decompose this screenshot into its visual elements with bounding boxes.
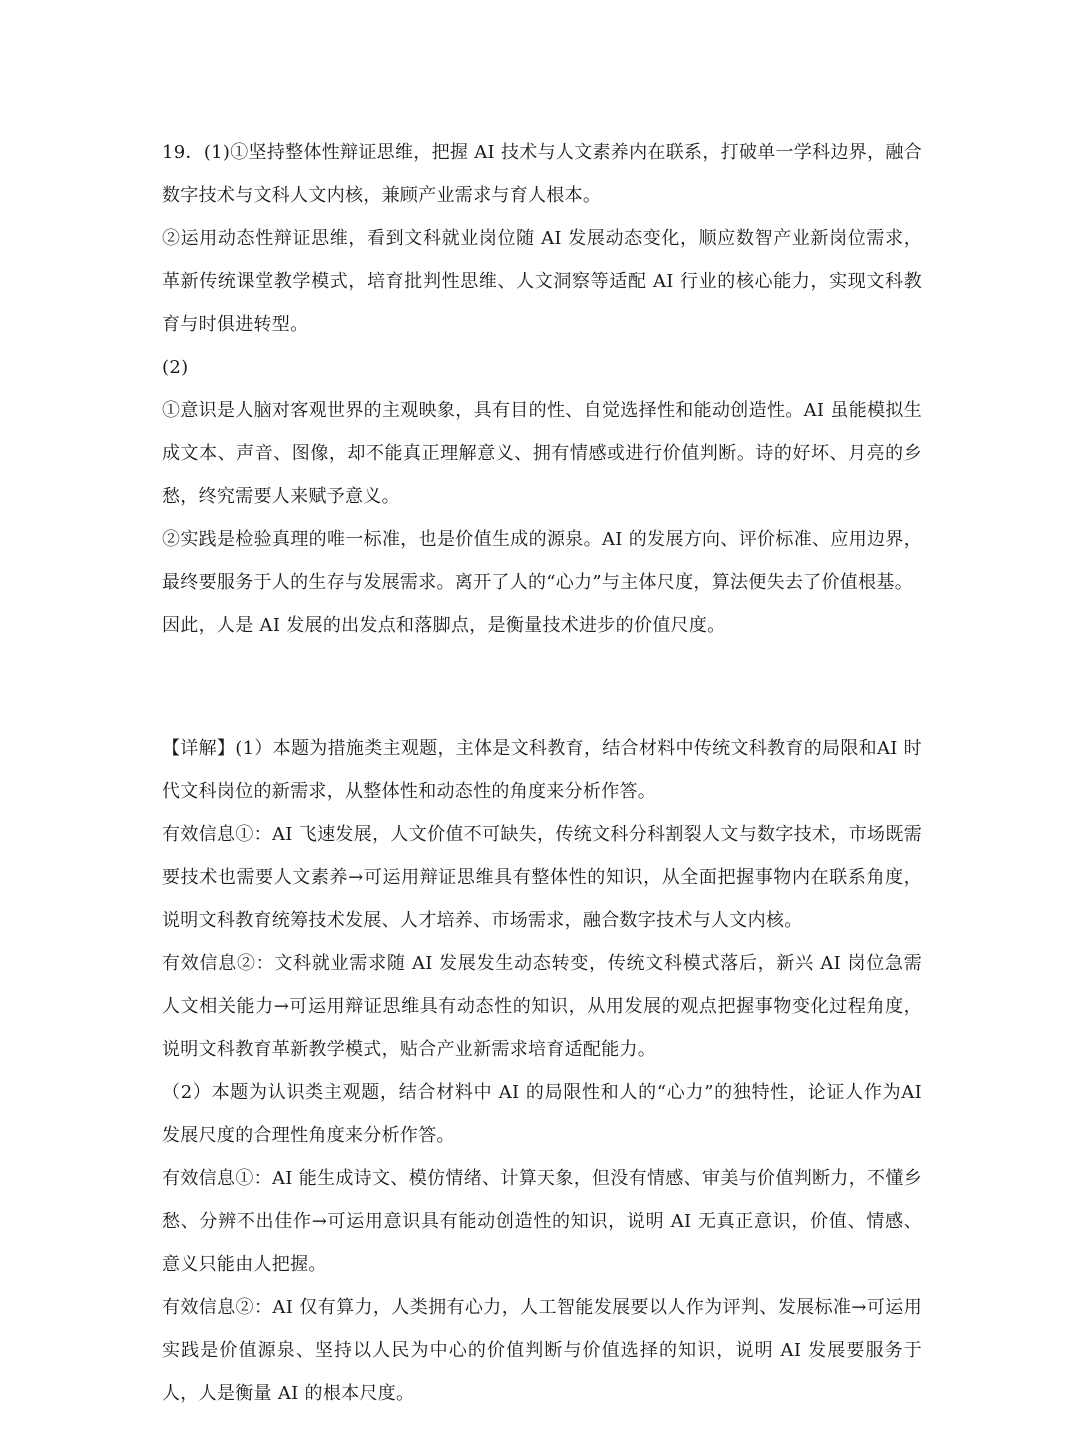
detail-paragraph-6: 有效信息②：AI 仅有算力，人类拥有心力，人工智能发展要以人作为评判、发展标准→可运用实践是价值源泉、坚持以人民为中心的价值判断与价值选择的知识，说明 AI 发展要服务于人，人是衡量 AI 的根本尺度。 (162, 1297, 922, 1404)
answer-conclusion: 因此，人是 AI 发展的出发点和落脚点，是衡量技术进步的价值尺度。 (162, 615, 726, 636)
answer-paragraph-1: 19．(1)①坚持整体性辩证思维，把握 AI 技术与人文素养内在联系，打破单一学科边界，融合数字技术与文科人文内核，兼顾产业需求与育人根本。 (162, 142, 922, 206)
detail-paragraph-1: 【详解】(1）本题为措施类主观题，主体是文科教育，结合材料中传统文科教育的局限和AI 时代文科岗位的新需求，从整体性和动态性的角度来分析作答。 (162, 738, 922, 802)
detail-paragraph-2: 有效信息①：AI 飞速发展，人文价值不可缺失，传统文科分科割裂人文与数字技术，市场既需要技术也需要人文素养→可运用辩证思维具有整体性的知识，从全面把握事物内在联系角度，说明文科教育统筹技术发展、人才培养、市场需求，融合数字技术与人文内核。 (162, 824, 922, 931)
answer-paragraph-2: ②运用动态性辩证思维，看到文科就业岗位随 AI 发展动态变化，顺应数智产业新岗位需求，革新传统课堂教学模式，培育批判性思维、人文洞察等适配 AI 行业的核心能力，实现文科教育与时俱进转型。 (162, 228, 922, 335)
answer-paragraph-3: ①意识是人脑对客观世界的主观映象，具有目的性、自觉选择性和能动创造性。AI 虽能模拟生成文本、声音、图像，却不能真正理解意义、拥有情感或进行价值判断。诗的好坏、月亮的乡愁，终究需要人来赋予意义。 (162, 400, 922, 507)
detail-paragraph-5: 有效信息①：AI 能生成诗文、模仿情绪、计算天象，但没有情感、审美与价值判断力，不懂乡愁、分辨不出佳作→可运用意识具有能动创造性的知识，说明 AI 无真正意识，价值、情感、意义只能由人把握。 (162, 1168, 922, 1275)
detail-section (162, 727, 922, 1415)
answer-paragraph-4: ②实践是检验真理的唯一标准，也是价值生成的源泉。AI 的发展方向、评价标准、应用边界，最终要服务于人的生存与发展需求。离开了人的“心力”与主体尺度，算法便失去了价值根基。 (162, 529, 922, 593)
answer-section (162, 131, 922, 647)
detail-paragraph-4: （2）本题为认识类主观题，结合材料中 AI 的局限性和人的“心力”的独特性，论证人作为AI 发展尺度的合理性角度来分析作答。 (162, 1082, 922, 1146)
answer-part-2-label: (2) (162, 357, 189, 378)
detail-paragraph-3: 有效信息②：文科就业需求随 AI 发展发生动态转变，传统文科模式落后，新兴 AI 岗位急需人文相关能力→可运用辩证思维具有动态性的知识，从用发展的观点把握事物变化过程角度，说明文科教育革新教学模式，贴合产业新需求培育适配能力。 (162, 953, 922, 1060)
